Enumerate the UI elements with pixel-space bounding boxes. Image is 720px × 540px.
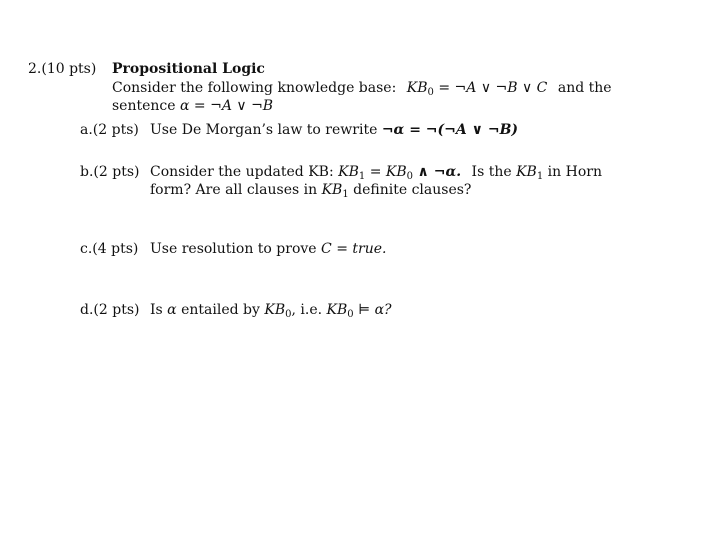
part-a-formula: ¬α = ¬(¬A ∨ ¬B) <box>381 122 519 138</box>
part-b-line-1 <box>150 164 602 182</box>
part-d-text-line <box>150 302 392 320</box>
part-b-line-2-suffix: definite clauses? <box>353 182 472 198</box>
part-c-label: c.(4 pts) <box>80 241 139 257</box>
kb0-formula: = ¬A ∨ ¬B ∨ C <box>438 80 548 96</box>
part-d-entailment: ⊨ α? <box>358 302 392 318</box>
part-d-kb0-subscript-2: 0 <box>347 309 354 320</box>
kb0-subscript: 0 <box>427 87 434 98</box>
part-a-text-line <box>150 122 518 138</box>
part-d-label: d.(2 pts) <box>80 302 140 318</box>
intro-line-1 <box>112 80 612 98</box>
part-a-label: a.(2 pts) <box>80 122 139 138</box>
part-d-kb0-name: KB <box>264 302 286 318</box>
kb0-name: KB <box>406 80 428 96</box>
intro-line-2-prefix: sentence <box>112 98 176 114</box>
part-b-line-1-suffix: in Horn <box>547 164 602 180</box>
part-a-text: Use De Morgan’s law to rewrite <box>150 122 378 138</box>
intro-line-1-suffix: and the <box>557 80 612 96</box>
question-number-points: 2.(10 pts) <box>28 61 97 77</box>
part-b-label: b.(2 pts) <box>80 164 140 180</box>
kb1-name: KB <box>338 164 359 180</box>
intro-line-2 <box>112 98 273 114</box>
part-c-formula: C = true. <box>321 241 387 257</box>
part-b-line-2-prefix: form? Are all clauses in <box>150 182 318 198</box>
part-c-text-line <box>150 241 386 257</box>
part-d-kb0-name-2: KB <box>326 302 348 318</box>
kb1-subscript-c: 1 <box>342 189 349 200</box>
kb1-equals: = KB <box>369 164 407 180</box>
part-d-alpha: α <box>167 302 177 318</box>
part-d-prefix: Is <box>150 302 163 318</box>
part-d-mid: entailed by <box>181 302 260 318</box>
kb1-subscript: 1 <box>358 171 366 182</box>
kb1-name-b: KB <box>516 164 537 180</box>
sentence-alpha-formula: α = ¬A ∨ ¬B <box>180 98 274 114</box>
question-title: Propositional Logic <box>112 61 265 77</box>
kb1-name-c: KB <box>321 182 343 198</box>
part-d-ie: , i.e. <box>291 302 323 318</box>
kb1-subscript-b: 1 <box>536 171 544 182</box>
part-d-kb0-subscript: 0 <box>285 309 292 320</box>
part-b-line-2 <box>150 182 471 200</box>
part-b-line-1-mid: Is the <box>471 164 512 180</box>
part-b-line-1-prefix: Consider the updated KB: <box>150 164 334 180</box>
kb1-rhs: ∧ ¬α. <box>417 164 462 180</box>
kb1-kb0-subscript: 0 <box>406 171 414 182</box>
intro-line-1-prefix: Consider the following knowledge base: <box>112 80 397 96</box>
part-c-text: Use resolution to prove <box>150 241 317 257</box>
